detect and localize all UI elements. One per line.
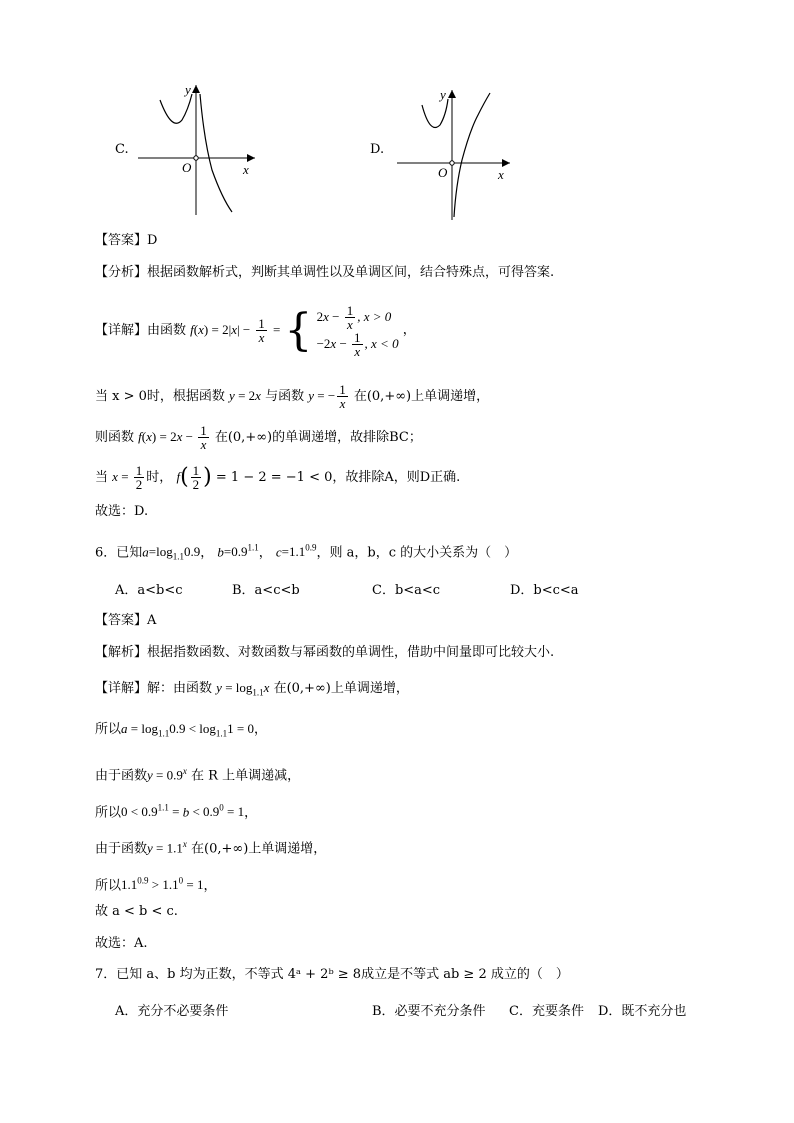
and-func-text: 与函数 [265,389,305,404]
graph-d-y-label: y [440,87,446,102]
answer-value: D [147,233,158,248]
analysis-text: 根据函数解析式，判断其单调性以及单调区间，结合特殊点，可得答案. [147,265,555,280]
graph-d [392,85,517,225]
option-c-label: C. [115,142,129,157]
graph-d-origin: O [438,165,448,180]
q6-due-to-1: 由于函数$y = 0.9^x$ 在 R 上单调递减， [95,766,301,784]
q7-stem: 7．已知 a、b 均为正数，不等式 4ᵃ + 2ᵇ ≥ 8成立是不等式 ab ≥ 2 成立的（ ） [95,967,569,982]
graph-c [130,80,265,220]
then-func-text: 则函数 [95,430,135,445]
so-text: 所以 [95,878,122,894]
answer-tag: 【答案】 [95,233,148,248]
q6-so-b: 所以$0 < 0.9^{1.1} = b < 0.9^0 = 1$， [95,803,258,821]
dec-on-r-text: 在 R 上单调递减， [191,768,301,784]
q5-detail-piecewise: 【详解】由函数 f(x) = 2|x| − $\frac{1}{x}$ = { 2x − $\frac{1}{x}$ , x > 0 −2x − $\frac{1}{x}$ , x < 0 ， [95,302,416,359]
q5-choose: 故选：D. [95,504,149,519]
q7-option-d[interactable]: D．既不充分也 [598,1004,687,1019]
piecewise-cases: 2x − $\frac{1}{x}$ , x > 0 −2x − $\frac{1}{x}$ , x < 0 [316,302,399,359]
q6-analysis [95,644,554,662]
option-d-label: D. [370,142,385,157]
analysis-text: 根据指数函数、对数函数与幂函数的单调性，借助中间量即可比较大小. [147,645,555,660]
when-half-time-text: 时， [146,470,173,485]
analysis-tag: 【分析】 [95,265,148,280]
q7-option-b[interactable]: B．必要不充分条件 [372,1004,486,1019]
half-result-text: = 1 − 2 = −1 < 0，故排除A，则D正确. [215,470,461,485]
frac-1-over-x: $\frac{1}{x}$ [258,316,265,345]
due-to-text: 由于函数 [95,768,148,784]
q6-stem-tail: ，则 a，b，c 的大小关系为（ ） [316,545,518,561]
graph-c-y-label: y [185,82,191,97]
q6-so-a: 所以$a = \log_{1.1}0.9 < \log_{1.1}1 = 0$， [95,721,268,739]
when-x-pos-text: 当 x > 0时，根据函数 [95,389,225,404]
q6-option-a[interactable]: A．a<b<c [115,583,183,598]
q6-option-d[interactable]: D．b<c<a [510,583,579,598]
analysis-tag: 【解析】 [95,645,148,660]
due-to-text: 由于函数 [95,841,148,857]
answer-value: A [147,613,157,628]
q5-then-func: 则函数 f(x) = 2x − $\frac{1}{x}$ 在(0,+∞)的单调递增，故排除BC； [95,423,422,452]
answer-tag: 【答案】 [95,613,148,628]
q6-due-to-2: 由于函数$y = 1.1^x$ 在(0,+∞)上单调递增， [95,839,327,857]
q5-answer [95,232,157,250]
inc-on-text: 在(0,+∞)上单调递增， [191,841,327,857]
q6-option-c[interactable]: C．b<a<c [372,583,441,598]
graph-d-x-label: x [498,167,504,182]
graph-c-x-label: x [243,162,249,177]
q6-so-c: 所以$1.1^{0.9} > 1.1^0 = 1$， [95,876,217,894]
detail-tag: 【详解】 [95,681,148,696]
detail-1b-text: 在(0,+∞)上单调递增， [273,681,409,696]
q5-analysis [95,264,554,282]
q7-option-a[interactable]: A．充分不必要条件 [115,1004,229,1019]
detail-tag: 【详解】 [95,323,148,338]
when-half-text: 当 [95,470,109,485]
graph-c-origin: O [182,160,192,175]
piecewise-brace: { [284,304,313,356]
piecewise-lhs: f [190,322,194,337]
q5-when-half: 当 x = $\frac{1}{2}$ 时， f( $\frac{1}{2}$ ) = 1 − 2 = −1 < 0，故排除A，则D正确. [95,463,461,492]
q6-answer [95,612,156,630]
inc-interval-text: 在(0,+∞)上单调递增， [353,389,490,404]
monotone-exclude-text: 在(0,+∞)的单调递增，故排除BC； [214,430,422,445]
piece1-cond: , x > 0 [357,308,392,324]
q6-choose: 故选：A. [95,936,148,951]
so-text: 所以 [95,805,122,821]
detail-1-text: 解：由函数 [147,681,213,696]
q6-option-b[interactable]: B．a<c<b [232,583,300,598]
q7-option-c[interactable]: C．充要条件 [509,1004,584,1019]
q6-stem: 6．已知$a=\log_{1.1}0.9$， $b=0.9^{1.1}$， $c=1.1^{0.9}$，则 a，b，c 的大小关系为（ ） [95,543,518,562]
q6-stem-lead: 6．已知 [95,545,143,561]
so-text: 所以 [95,722,122,737]
q5-when-x-pos: 当 x > 0时，根据函数 y = 2x 与函数 y = − $\frac{1}{x}$ 在(0,+∞)上单调递增， [95,382,490,411]
detail-lead: 由函数 [147,323,187,338]
piece2-cond: , x < 0 [364,335,399,351]
q6-conclusion: 故 a < b < c. [95,904,178,919]
q6-detail-1: 【详解】解：由函数 $y = \log_{1.1}x$ 在(0,+∞)上单调递增， [95,680,409,698]
